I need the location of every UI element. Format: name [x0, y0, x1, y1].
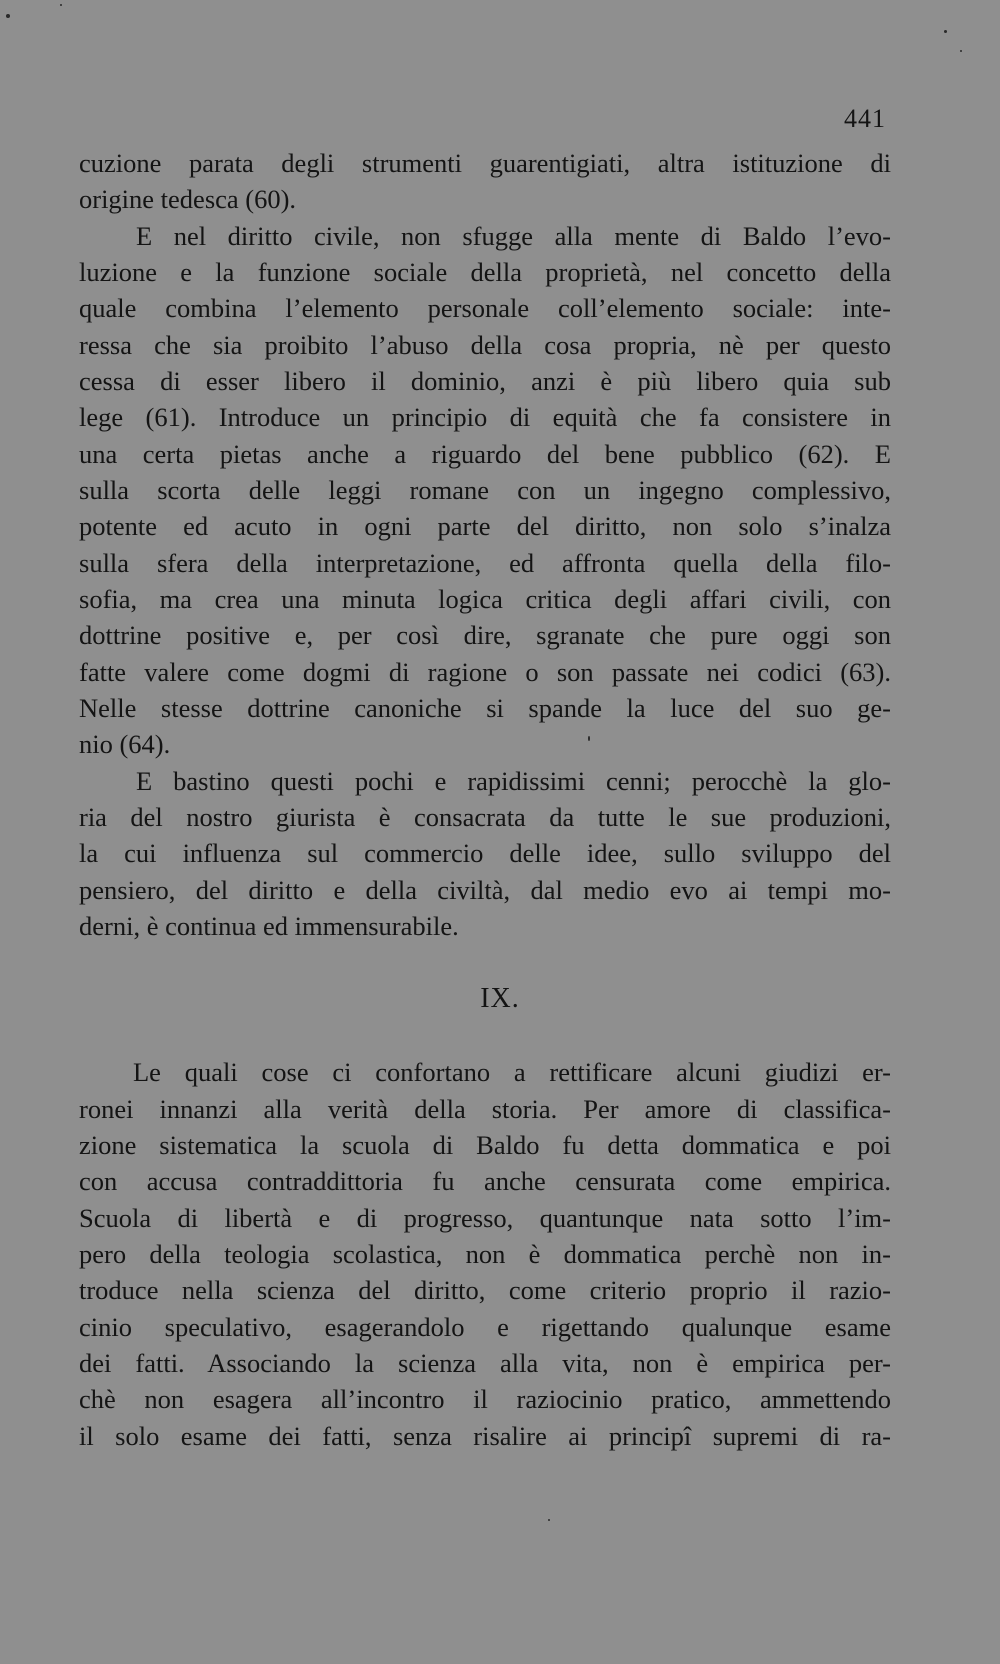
scan-speck [548, 1519, 550, 1521]
text-line: dei fatti. Associando la scienza alla vita, non è empirica per- [79, 1348, 891, 1378]
text-line: il solo esame dei fatti, senza risalire ai principî supremi di ra- [79, 1421, 891, 1451]
text-line: E bastino questi pochi e rapidissimi cenni; perocchè la glo- [136, 766, 891, 796]
text-line: ronei innanzi alla verità della storia. Per amore di classifica- [79, 1094, 891, 1124]
text-line: origine tedesca (60). [79, 184, 297, 214]
text-line: cessa di esser libero il dominio, anzi è più libero quia sub [79, 366, 891, 396]
section-heading: IX. [480, 983, 520, 1014]
text-line: ressa che sia proibito l’abuso della cosa propria, nè per questo [79, 330, 891, 360]
text-line: pensiero, del diritto e della civiltà, dal medio evo ai tempi mo- [79, 875, 891, 905]
text-line: cuzione parata degli strumenti guarentigiati, altra istituzione di [79, 148, 891, 178]
scan-speck [960, 50, 962, 52]
text-line: quale combina l’elemento personale coll’elemento sociale: inte- [79, 293, 891, 323]
scan-speck [6, 14, 10, 18]
text-line: E nel diritto civile, non sfugge alla mente di Baldo l’evo- [136, 221, 891, 251]
page-number: 441 [844, 104, 886, 133]
text-line: chè non esagera all’incontro il raziocinio pratico, ammettendo [79, 1384, 891, 1414]
text-line: cinio speculativo, esagerandolo e rigettando qualunque esame [79, 1312, 891, 1342]
text-line: pero della teologia scolastica, non è dommatica perchè non in- [79, 1239, 891, 1269]
scan-speck [60, 4, 62, 6]
text-line: fatte valere come dogmi di ragione o son passate nei codici (63). [79, 657, 891, 687]
text-line: una certa pietas anche a riguardo del bene pubblico (62). E [79, 439, 891, 469]
text-line: Nelle stesse dottrine canoniche si spande la luce del suo ge- [79, 693, 891, 723]
text-line: Scuola di libertà e di progresso, quantunque nata sotto l’im- [79, 1203, 891, 1233]
text-line: dottrine positive e, per così dire, sgranate che pure oggi son [79, 620, 891, 650]
scan-speck [588, 736, 590, 741]
text-line: ria del nostro giurista è consacrata da tutte le sue produzioni, [79, 802, 891, 832]
text-line: sofia, ma crea una minuta logica critica degli affari civili, con [79, 584, 891, 614]
text-line: sulla scorta delle leggi romane con un ingegno complessivo, [79, 475, 891, 505]
text-line: nio (64). [79, 729, 171, 759]
text-line: la cui influenza sul commercio delle idee, sullo sviluppo del [79, 838, 891, 868]
text-line: con accusa contraddittoria fu anche censurata come empirica. [79, 1166, 891, 1196]
text-line: potente ed acuto in ogni parte del diritto, non solo s’inalza [79, 511, 891, 541]
text-line: zione sistematica la scuola di Baldo fu detta dommatica e poi [79, 1130, 891, 1160]
text-line: luzione e la funzione sociale della proprietà, nel concetto della [79, 257, 891, 287]
text-line: lege (61). Introduce un principio di equità che fa consistere in [79, 402, 891, 432]
text-line: troduce nella scienza del diritto, come criterio proprio il razio- [79, 1275, 891, 1305]
text-line: Le quali cose ci confortano a rettificare alcuni giudizi er- [133, 1057, 891, 1087]
text-line: derni, è continua ed immensurabile. [79, 911, 459, 941]
scan-speck [944, 30, 947, 33]
text-line: sulla sfera della interpretazione, ed affronta quella della filo- [79, 548, 891, 578]
